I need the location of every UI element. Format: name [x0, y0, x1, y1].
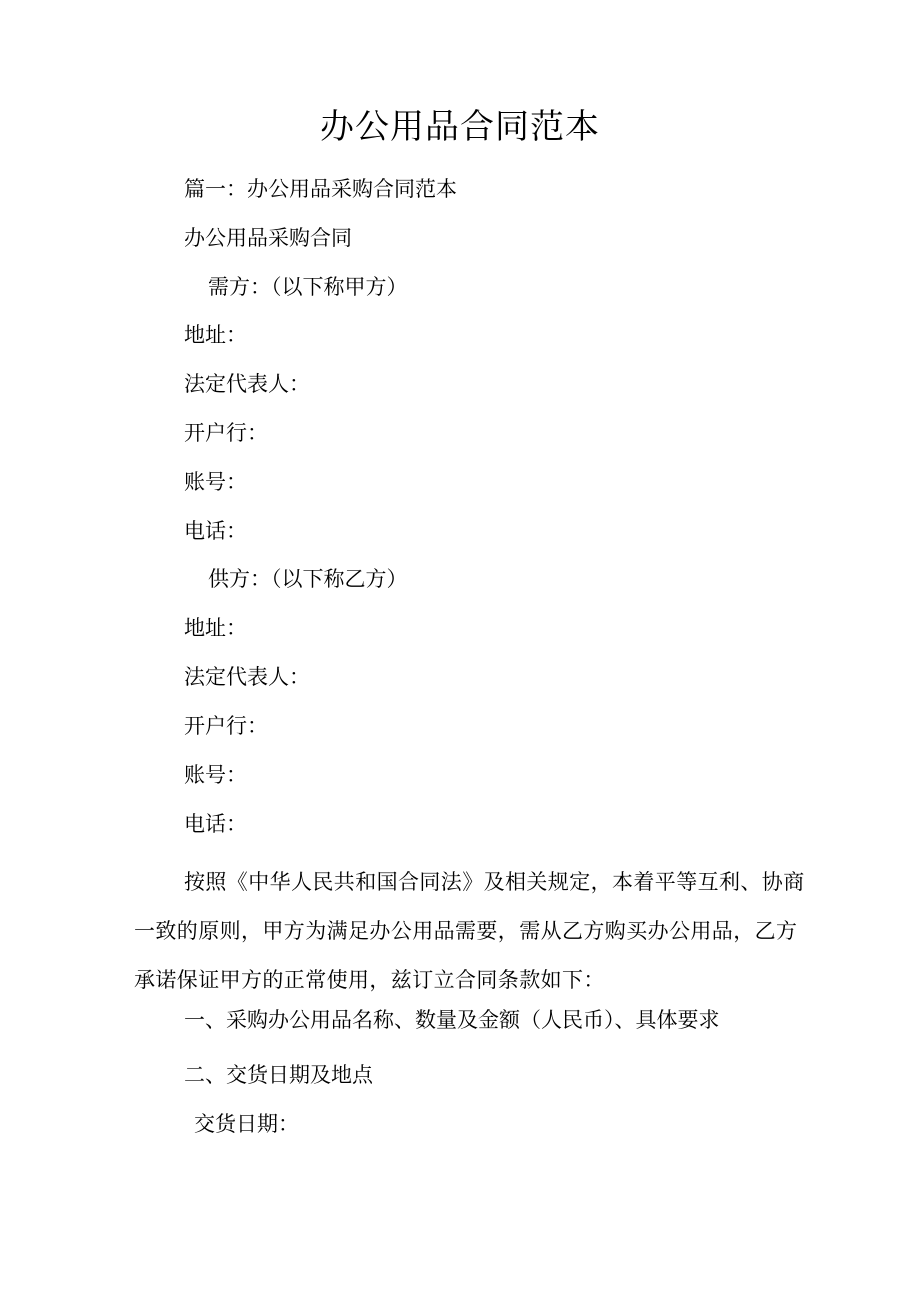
- supplier-account-label: 账号：: [184, 763, 247, 787]
- supplier-phone-label: 电话：: [184, 812, 247, 836]
- supplier-legal-rep-label: 法定代表人：: [184, 665, 310, 689]
- buyer-legal-rep-label: 法定代表人：: [184, 372, 310, 396]
- supplier-party-label: 供方：（以下称乙方）: [208, 567, 408, 591]
- clause-1-heading: 一、采购办公用品名称、数量及金额（人民币）、具体要求: [184, 1008, 720, 1032]
- section-heading: 篇一：办公用品采购合同范本: [184, 177, 457, 201]
- document-title: 办公用品合同范本: [320, 107, 600, 147]
- supplier-bank-label: 开户行：: [184, 714, 268, 738]
- buyer-address-label: 地址：: [184, 323, 247, 347]
- buyer-account-label: 账号：: [184, 470, 247, 494]
- clause-2-heading: 二、交货日期及地点: [184, 1063, 373, 1087]
- buyer-party-label: 需方：（以下称甲方）: [208, 275, 408, 299]
- supplier-address-label: 地址：: [184, 616, 247, 640]
- contract-name: 办公用品采购合同: [184, 226, 352, 250]
- delivery-date-label: 交货日期：: [194, 1112, 299, 1136]
- preamble-paragraph: 按照《中华人民共和国合同法》及相关规定，本着平等互利、协商一致的原则，甲方为满足办公用品需要，需从乙方购买办公用品，乙方承诺保证甲方的正常使用，兹订立合同条款如下：: [134, 870, 805, 992]
- buyer-phone-label: 电话：: [184, 519, 247, 543]
- buyer-bank-label: 开户行：: [184, 421, 268, 445]
